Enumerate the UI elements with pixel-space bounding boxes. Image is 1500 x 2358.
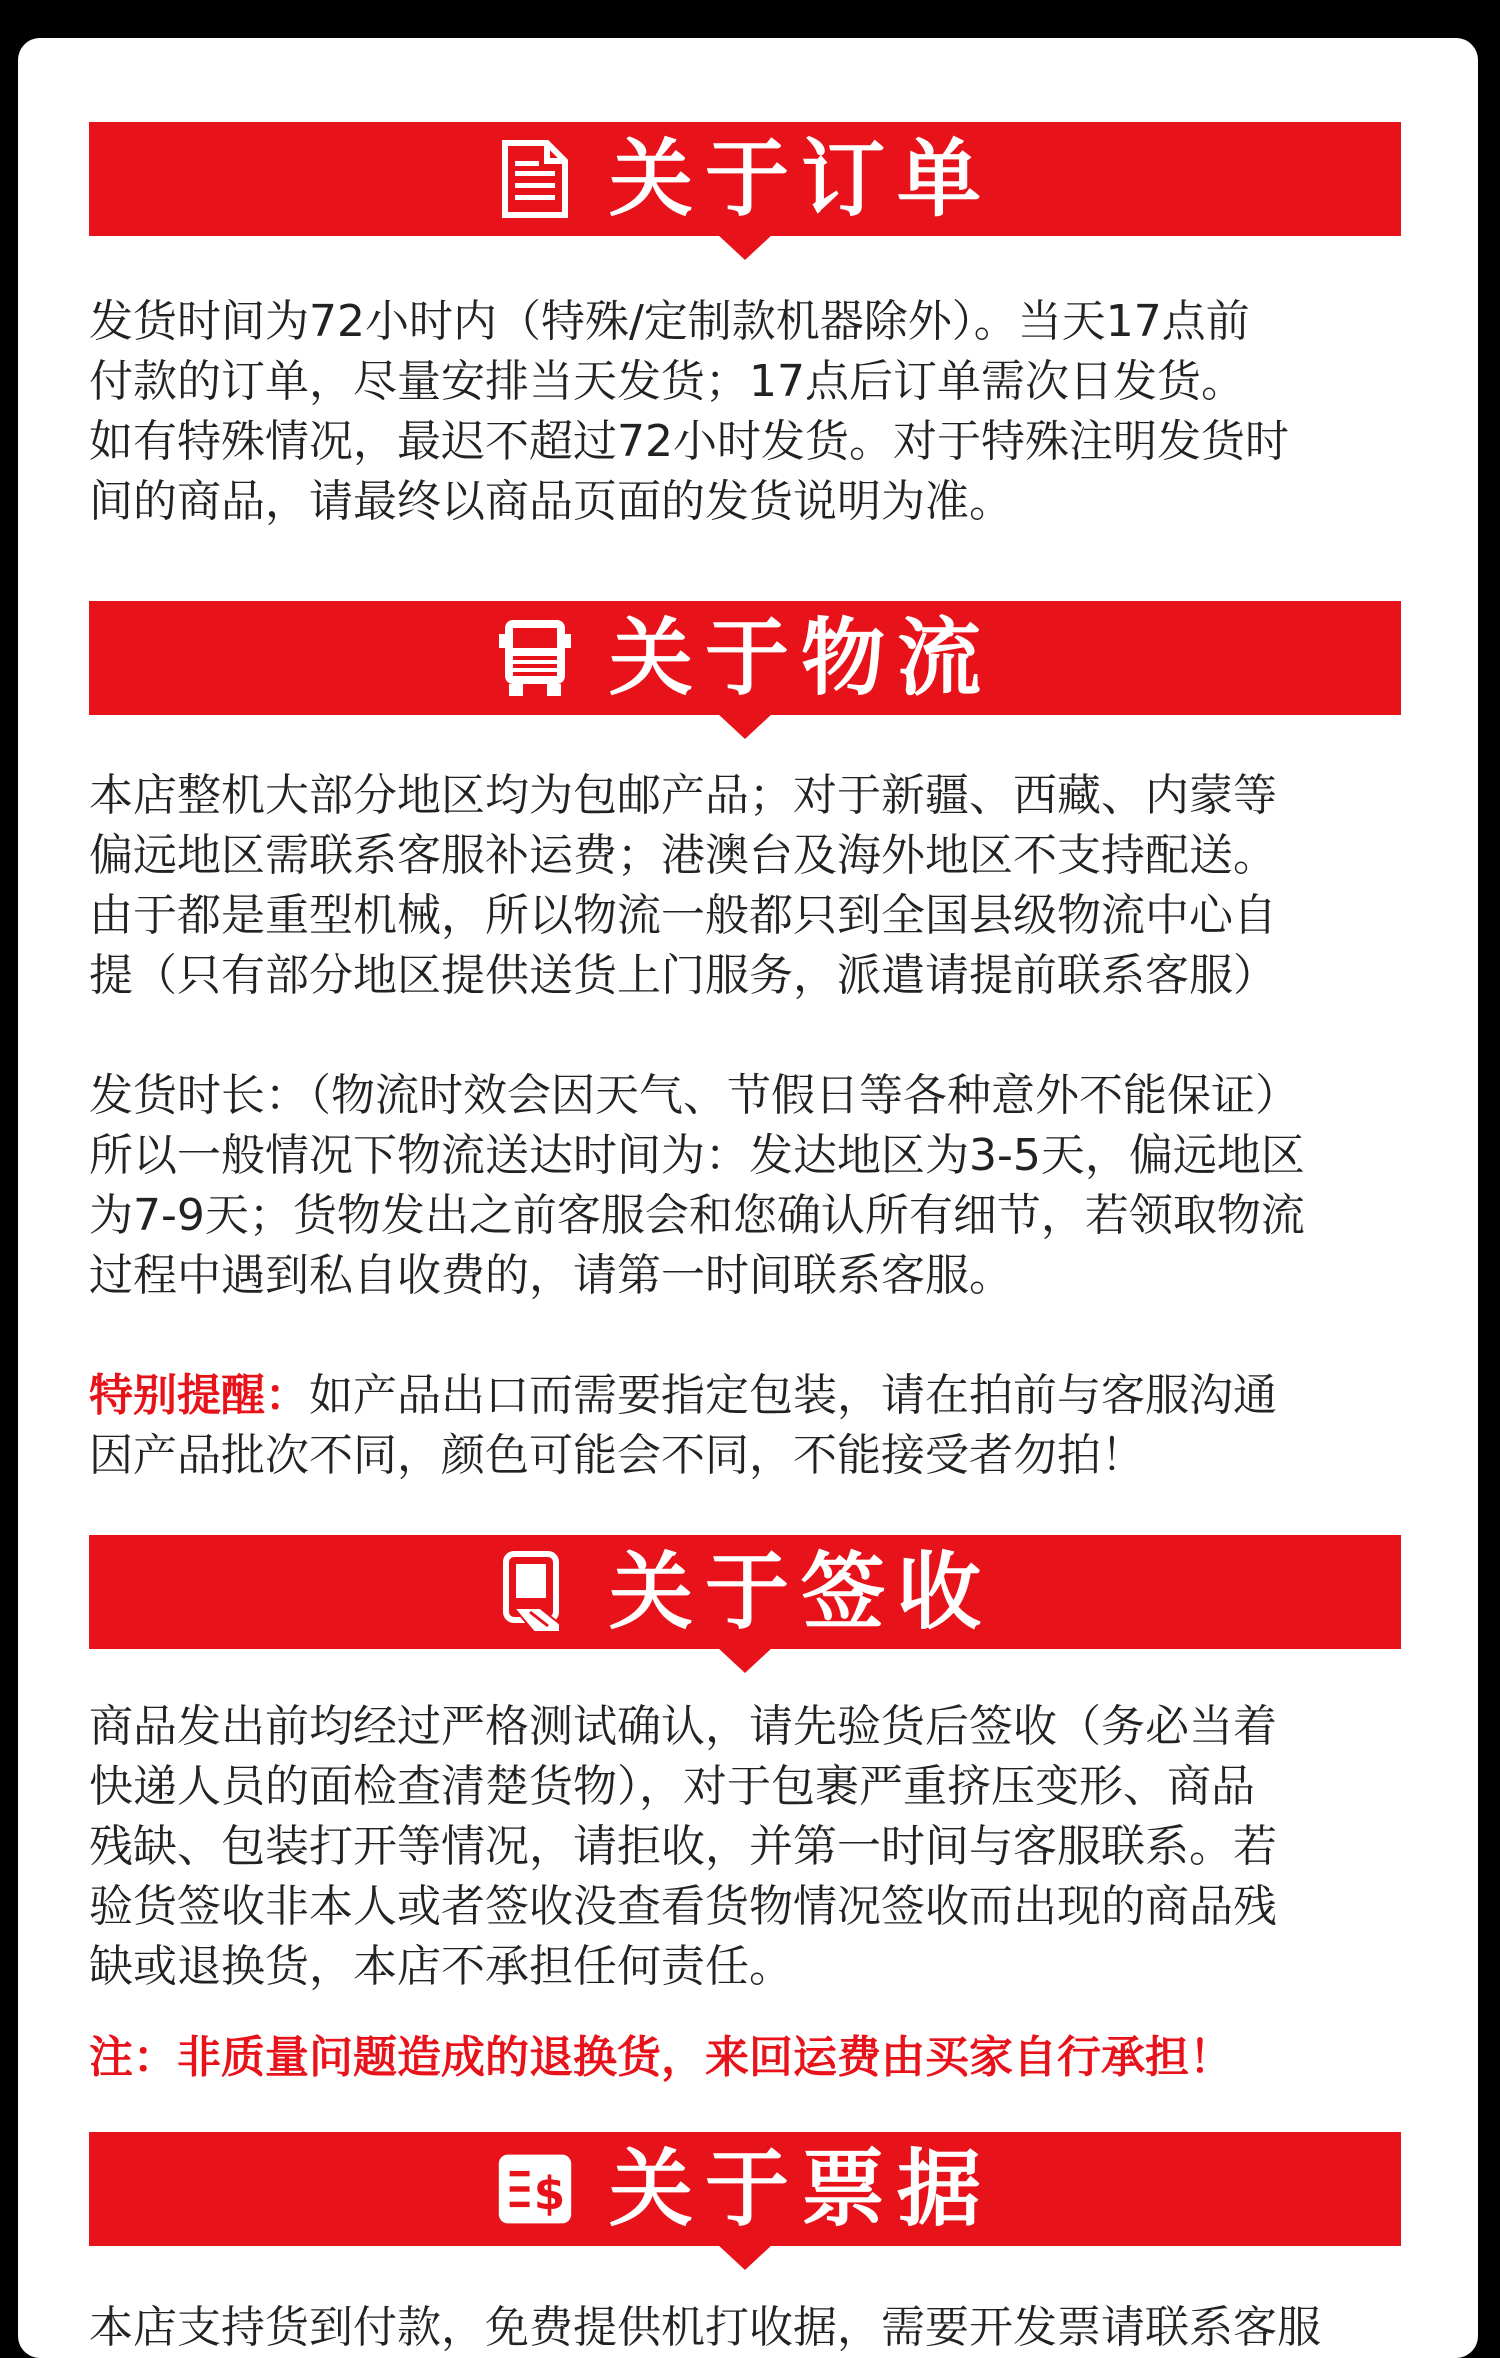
invoice-text [89,2298,1419,2358]
text-line: 所以一般情况下物流送达时间为：发达地区为3-5天，偏远地区 [89,1130,1305,1181]
logistics-title: 关于物流 [608,609,993,707]
text-line: 缺或退换货，本店不承担任何责任。 [89,1941,793,1992]
order-banner [89,122,1401,236]
tablet-sign-icon [497,1552,573,1632]
text-line: 快递人员的面检查清楚货物），对于包裹严重挤压变形、商品 [89,1761,1255,1812]
invoice-title: 关于票据 [608,2140,993,2238]
text-line: 间的商品，请最终以商品页面的发货说明为准。 [89,476,1013,527]
text-line: 验货签收非本人或者签收没查看货物情况签收而出现的商品残 [89,1881,1277,1932]
text-line: 发货时长：（物流时效会因天气、节假日等各种意外不能保证） [89,1070,1299,1121]
invoice-dollar-icon [497,2149,573,2229]
logistics-text-2 [89,1066,1419,1306]
order-title: 关于订单 [608,130,993,228]
text-line: 过程中遇到私自收费的，请第一时间联系客服。 [89,1250,1013,1301]
return-note: 注：非质量问题造成的退换货，来回运费由买家自行承担！ [89,2032,1233,2083]
banner-notch [717,234,773,260]
text-line: 提（只有部分地区提供送货上门服务，派遣请提前联系客服） [89,950,1277,1001]
text-line: 由于都是重型机械，所以物流一般都只到全国县级物流中心自 [89,890,1277,941]
text-line: 为7-9天；货物发出之前客服会和您确认所有细节，若领取物流 [89,1190,1305,1241]
document-icon [497,139,573,219]
signing-title: 关于签收 [608,1543,993,1641]
banner-notch [717,2244,773,2270]
text-line: 本店支持货到付款，免费提供机打收据，需要开发票请联系客服 [89,2302,1321,2353]
text-line: 付款的订单，尽量安排当天发货；17点后订单需次日发货。 [89,356,1245,407]
invoice-banner [89,2132,1401,2246]
text-line: 本店整机大部分地区均为包邮产品；对于新疆、西藏、内蒙等 [89,770,1277,821]
text-line: 残缺、包装打开等情况，请拒收，并第一时间与客服联系。若 [89,1821,1277,1872]
text-line: 偏远地区需联系客服补运费；港澳台及海外地区不支持配送。 [89,830,1277,881]
banner-notch [717,713,773,739]
text-line: 商品发出前均经过严格测试确认，请先验货后签收（务必当着 [89,1701,1277,1752]
order-text [89,292,1419,532]
special-reminder [89,1366,1419,1486]
logistics-banner [89,601,1401,715]
logistics-text-1 [89,766,1419,1006]
signing-text [89,1697,1419,1997]
signing-banner [89,1535,1401,1649]
reminder-line [89,1366,1419,1426]
text-line: 如有特殊情况，最迟不超过72小时发货。对于特殊注明发货时 [89,416,1289,467]
text-line: 发货时间为72小时内（特殊/定制款机器除外）。当天17点前 [89,296,1250,347]
svg-text:$: $ [533,2166,566,2220]
reminder-text: 如产品出口而需要指定包装，请在拍前与客服沟通 [309,1370,1277,1421]
banner-notch [717,1647,773,1673]
truck-icon [497,618,573,698]
reminder-line: 因产品批次不同，颜色可能会不同，不能接受者勿拍！ [89,1430,1145,1481]
reminder-label: 特别提醒： [89,1370,309,1421]
